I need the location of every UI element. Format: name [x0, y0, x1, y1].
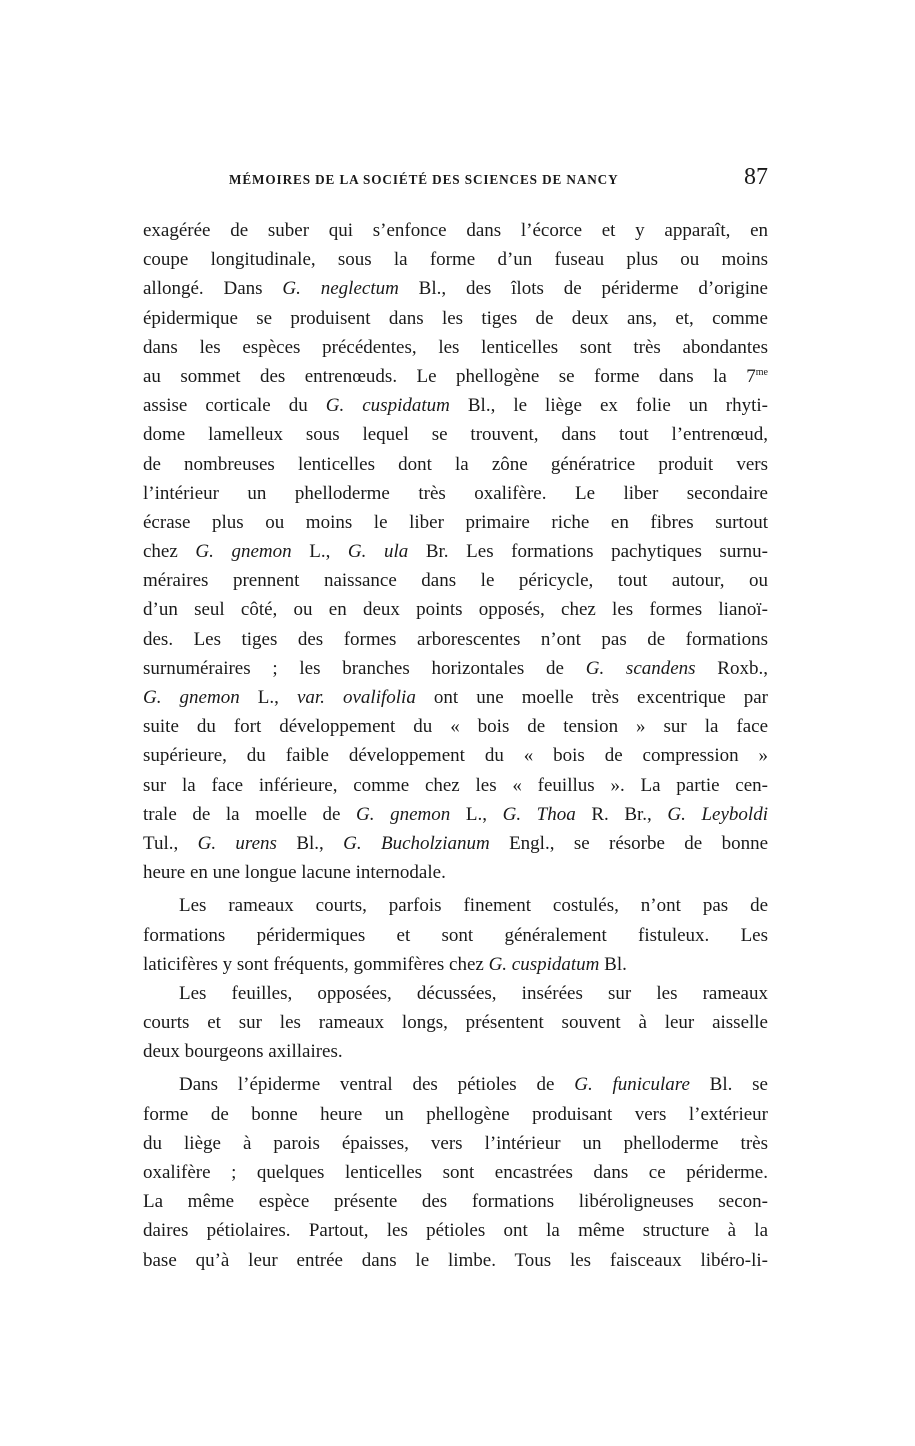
text-line: coupe longitudinale, sous la forme d’un fuseau plus ou moins — [143, 249, 768, 271]
body-text — [143, 216, 768, 1275]
text-line: assise corticale du G. cuspidatum Bl., le liège ex folie un rhyti- — [143, 395, 768, 417]
text-line: G. gnemon L., var. ovalifolia ont une moelle très excentrique par — [143, 687, 768, 708]
text-line: d’un seul côté, ou en deux points opposés, chez les formes lianoï- — [143, 599, 768, 621]
text-line: au sommet des entrenœuds. Le phellogène se forme dans la $7^{me}$ — [143, 365, 768, 387]
text-line: formations péridermiques et sont généralement fistuleux. Les — [143, 924, 768, 946]
running-head: MÉMOIRES DE LA SOCIÉTÉ DES SCIENCES DE NANCY — [229, 172, 619, 187]
text-line: base qu’à leur entrée dans le limbe. Tous les faisceaux libéro-li- — [143, 1249, 768, 1271]
text-line: allongé. Dans G. neglectum Bl., des îlots de périderme d’origine — [143, 278, 768, 300]
text-line: deux bourgeons axillaires. — [143, 1041, 343, 1063]
page-header — [143, 164, 768, 194]
text-line: forme de bonne heure un phellogène produisant vers l’extérieur — [143, 1103, 768, 1125]
text-line: écrase plus ou moins le liber primaire riche en fibres surtout — [143, 511, 768, 533]
text-line: supérieure, du faible développement du « bois de compression » — [143, 745, 768, 767]
text-line: chez G. gnemon L., G. ula Br. Les formations pachytiques surnu- — [143, 541, 768, 563]
text-line: surnuméraires ; les branches horizontales de G. scandens Roxb., — [143, 657, 768, 679]
page-number: 87 — [744, 164, 768, 190]
text-line: épidermique se produisent dans les tiges de deux ans, et, comme — [143, 307, 768, 329]
text-line: courts et sur les rameaux longs, présentent souvent à leur aisselle — [143, 1012, 768, 1034]
text-line: sur la face inférieure, comme chez les « feuillus ». La partie cen- — [143, 774, 768, 796]
text-line: Tul., G. urens Bl., G. Bucholzianum Engl., se résorbe de bonne — [143, 832, 769, 854]
text-line: Dans l’épiderme ventral des pétioles de G. funiculare Bl. se — [179, 1074, 768, 1096]
text-line: La même espèce présente des formations libéroligneuses secon- — [143, 1191, 768, 1213]
text-line: dans les espèces précédentes, les lenticelles sont très abondantes — [143, 336, 768, 358]
text-line: daires pétiolaires. Partout, les pétioles ont la même structure à la — [143, 1220, 768, 1242]
text-line: laticifères y sont fréquents, gommifères chez G. cuspidatum Bl. — [143, 953, 627, 975]
text-line: suite du fort développement du « bois de tension » sur la face — [143, 716, 768, 738]
text-line: méraires prennent naissance dans le péricycle, tout autour, ou — [143, 570, 768, 592]
text-line: de nombreuses lenticelles dont la zône génératrice produit vers — [143, 453, 768, 475]
text-line: Les rameaux courts, parfois finement costulés, n’ont pas de — [179, 895, 768, 917]
text-line: trale de la moelle de G. gnemon L., G. Thoa R. Br., G. Leyboldi — [143, 803, 768, 825]
text-line: du liège à parois épaisses, vers l’intérieur un phelloderme très — [143, 1132, 768, 1154]
text-line: dome lamelleux sous lequel se trouvent, dans tout l’entrenœud, — [143, 424, 768, 446]
text-line: heure en une longue lacune internodale. — [143, 862, 446, 884]
text-line: oxalifère ; quelques lenticelles sont encastrées dans ce périderme. — [143, 1162, 768, 1183]
text-line: Les feuilles, opposées, décussées, insérées sur les rameaux — [179, 982, 768, 1004]
text-line: l’intérieur un phelloderme très oxalifère. Le liber secondaire — [143, 482, 768, 504]
text-line: exagérée de suber qui s’enfonce dans l’écorce et y apparaît, en — [143, 220, 768, 241]
text-line: des. Les tiges des formes arborescentes n’ont pas de formations — [143, 628, 768, 650]
